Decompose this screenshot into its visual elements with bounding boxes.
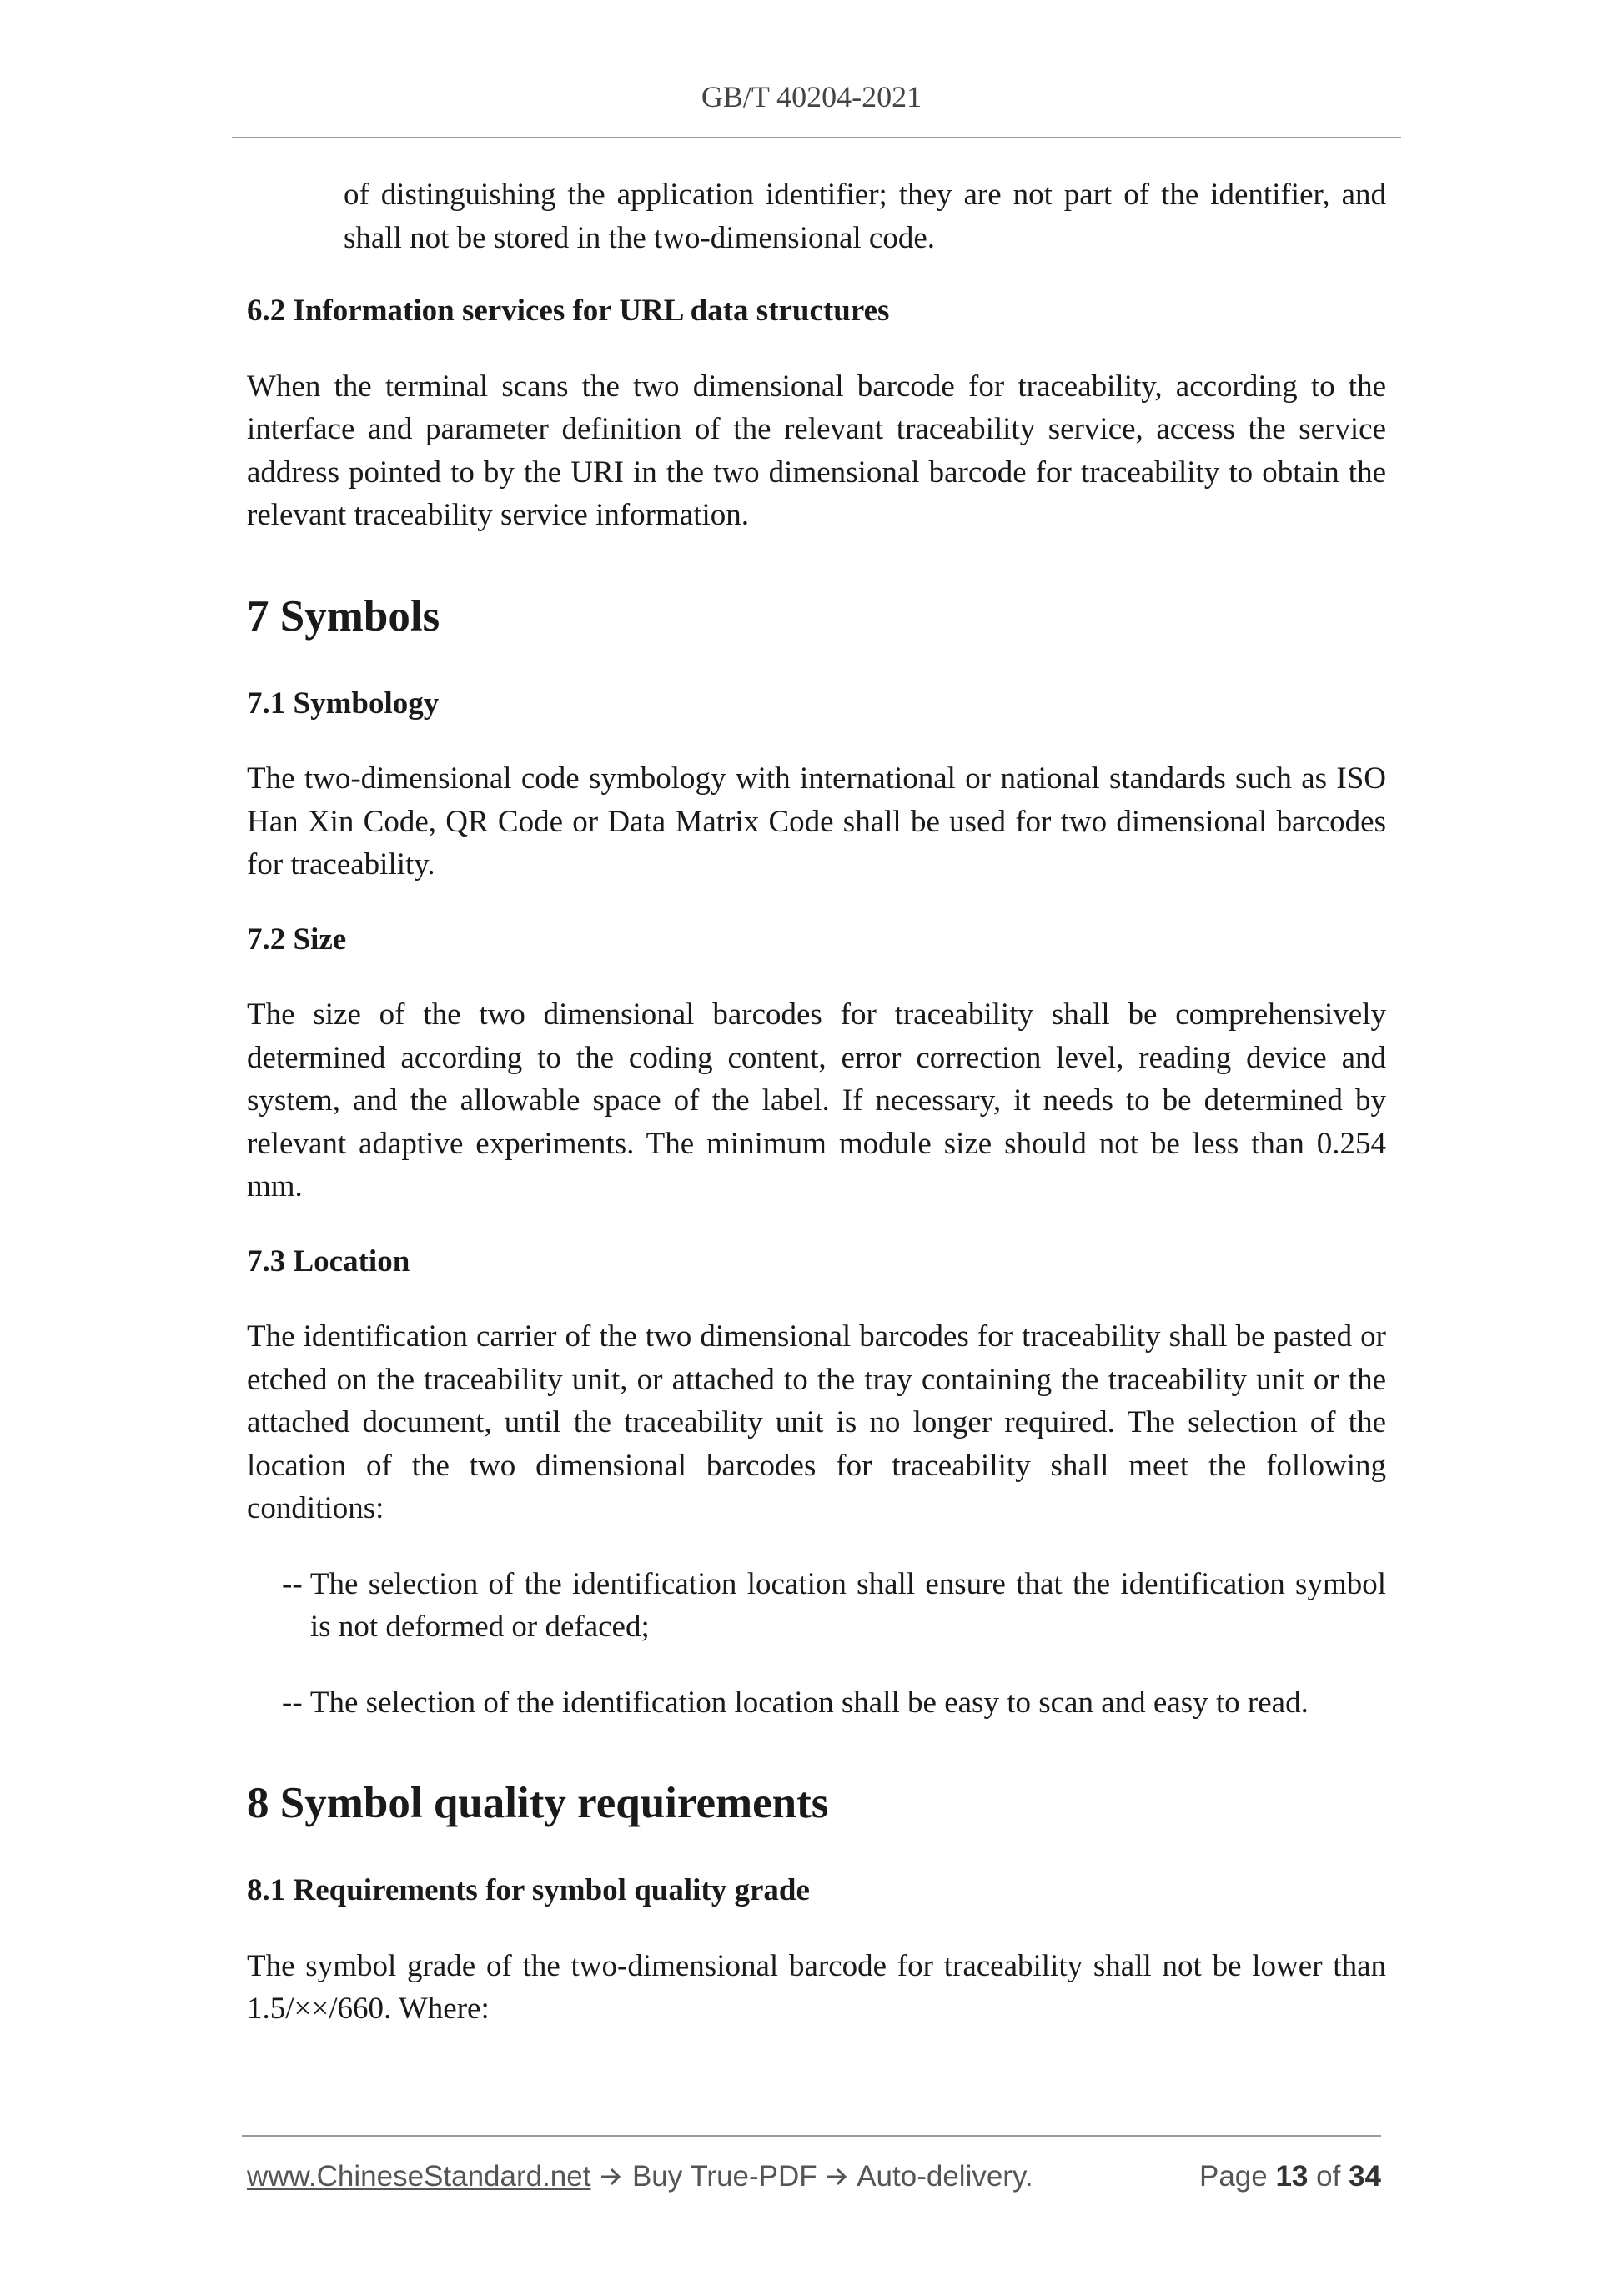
bullet-marker: -- [282, 1566, 310, 1601]
continuation-paragraph: of distinguishing the application identifier; they are not part of the identifier, and shall not be stored in the two-dimensional code. [344, 178, 1386, 255]
arrow-right-icon [825, 2164, 850, 2189]
arrow-right-icon [599, 2164, 624, 2189]
page-label: Page [1198, 2160, 1268, 2193]
page-header: GB/T 40204-2021 [701, 80, 922, 113]
of-label: of [1316, 2160, 1341, 2193]
paragraph-6-2: When the terminal scans the two dimensional barcode for traceability, according to the interface and parameter definition of the relevant traceability service, access the service address pointed to by the URI in the two dimensional barcode for traceability to obtain the relevant traceability service information. [247, 369, 1386, 532]
footer-divider [242, 2135, 1381, 2137]
page-total: 34 [1349, 2160, 1381, 2193]
bullet-marker: -- [282, 1685, 310, 1720]
list-item [247, 1681, 1386, 1725]
page-current: 13 [1275, 2160, 1309, 2193]
bullet-text: The selection of the identification location shall be easy to scan and easy to read. [309, 1685, 1309, 1720]
paragraph-8-1: The symbol grade of the two-dimensional barcode for traceability shall not be lower than 1.5/××/660. Where: [247, 1948, 1386, 2026]
delivery-text: Auto-delivery. [857, 2160, 1033, 2193]
list-item [247, 1563, 1386, 1649]
buy-text: Buy True-PDF [631, 2160, 817, 2193]
paragraph-7-3: The identification carrier of the two dimensional barcodes for traceability shall be pasted or etched on the traceability unit, or attached to the tray containing the traceability unit or the attached document, until the traceability unit is no longer required. The selection of the location of the two dimensional barcodes for traceability shall meet the following conditions: [247, 1319, 1386, 1525]
heading-8: 8 Symbol quality requirements [247, 1779, 829, 1827]
heading-7: 7 Symbols [247, 591, 440, 641]
heading-7-3: 7.3 Location [247, 1243, 410, 1279]
paragraph-7-1: The two-dimensional code symbology with international or national standards such as ISO Han Xin Code, QR Code or Data Matrix Code shall be used for two dimensional barcodes for traceability. [247, 761, 1386, 882]
document-body [247, 173, 1386, 2031]
heading-7-2: 7.2 Size [247, 922, 347, 957]
header-divider [232, 137, 1401, 138]
heading-8-1: 8.1 Requirements for symbol quality grade [247, 1873, 810, 1907]
heading-6-2: 6.2 Information services for URL data structures [247, 294, 890, 328]
bullet-text: The selection of the identification location shall ensure that the identification symbol is not deformed or defaced; [309, 1566, 1386, 1644]
page-indicator [1199, 2160, 1381, 2193]
paragraph-7-2: The size of the two dimensional barcodes for traceability shall be comprehensively determined according to the coding content, error correction level, reading device and system, and the allowable space of the label. If necessary, it needs to be determined by relevant adaptive experiments. The minimum module size should not be less than 0.254 mm. [247, 997, 1386, 1203]
page-footer [247, 2160, 1381, 2193]
heading-7-1: 7.1 Symbology [247, 686, 440, 721]
website-link[interactable]: www.ChineseStandard.net [247, 2160, 591, 2193]
footer-promo [247, 2160, 1033, 2193]
